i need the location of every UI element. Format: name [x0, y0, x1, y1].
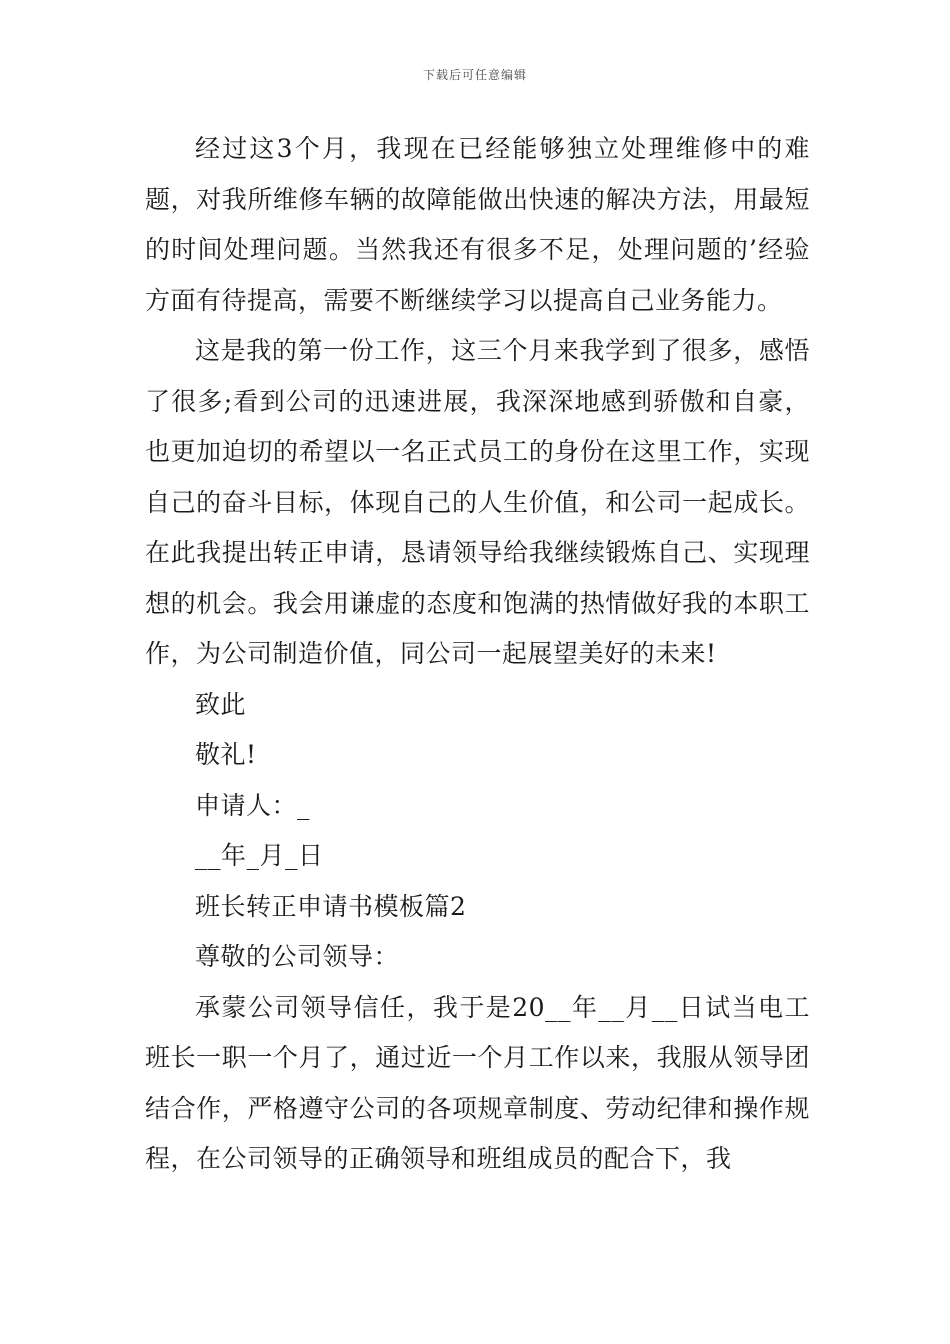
applicant-line: 申请人：_ [195, 790, 311, 820]
section-title: 班长转正申请书模板篇2 [195, 891, 467, 921]
greeting-line: 尊敬的公司领导： [195, 942, 400, 971]
salute-line: 敬礼! [195, 740, 257, 769]
date-line: __年_月_日 [195, 841, 324, 870]
closing-line: 致此 [195, 689, 247, 719]
paragraph-team-leader: 承蒙公司领导信任，我于是20__年__月__日试当电工班长一职一个月了，通过近一个月工作以来，我服从领导团结合作，严格遵守公司的各项规章制度、劳动纪律和操作规程，在公司领导的正确领导和班组成员的配合下，我 [145, 992, 810, 1173]
document-body [145, 124, 810, 1185]
paragraph-experience: 经过这3个月，我现在已经能够独立处理维修中的难题，对我所维修车辆的故障能做出快速的解决方法，用最短的时间处理问题。当然我还有很多不足，处理问题的’经验方面有待提高，需要不断继续学习以提高自己业务能力。 [145, 134, 810, 315]
paragraph-first-job: 这是我的第一份工作，这三个月来我学到了很多，感悟了很多;看到公司的迅速进展，我深深地感到骄傲和自豪，也更加迫切的希望以一名正式员工的身份在这里工作，实现自己的奋斗目标，体现自己的人生价值，和公司一起成长。在此我提出转正申请，恳请领导给我继续锻炼自己、实现理想的机会。我会用谦虚的态度和饱满的热情做好我的本职工作，为公司制造价值，同公司一起展望美好的未来! [145, 336, 810, 668]
header-note: 下载后可任意编辑 [422, 68, 527, 82]
